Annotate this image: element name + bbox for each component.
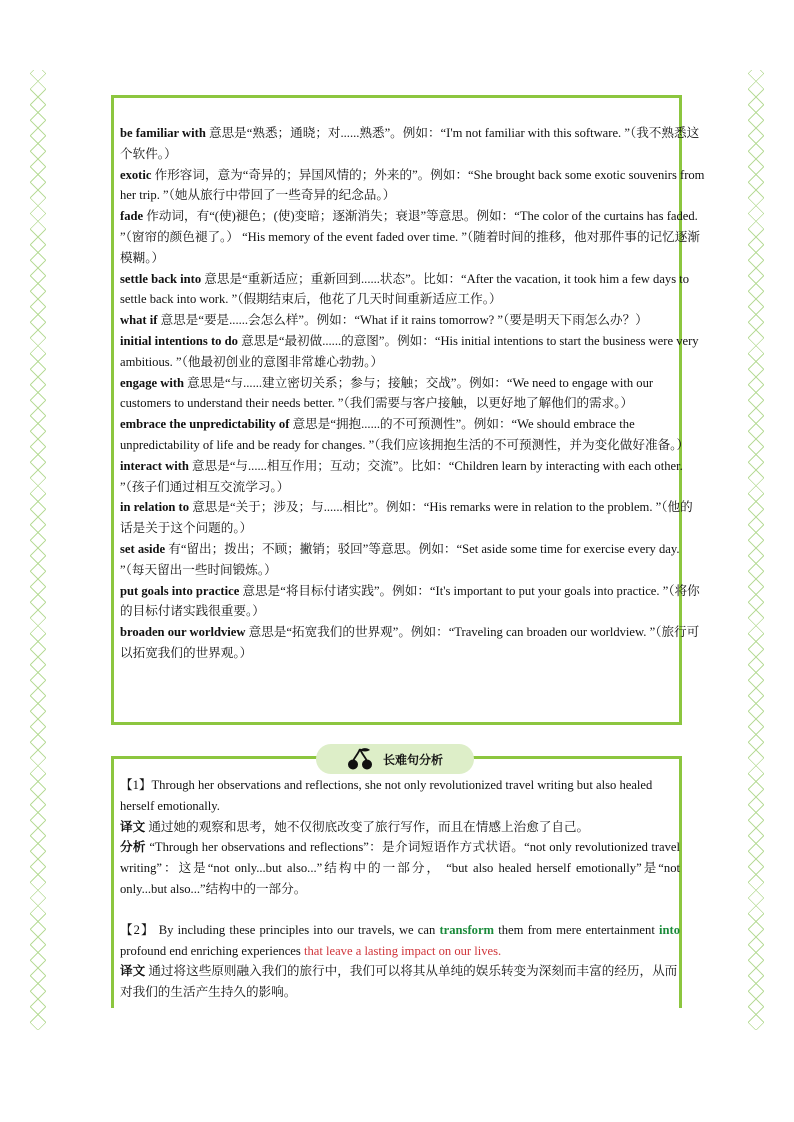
vocab-term: exotic (120, 167, 152, 182)
vocab-entry (120, 331, 705, 373)
vocab-entry (120, 310, 705, 331)
decorative-side-border-right (748, 70, 764, 1030)
vocab-explanation: 意思是“拓宽我们的世界观”。例如：“Traveling can broaden our worldview. ”（旅行可以拓宽我们的世界观。） (120, 625, 700, 660)
vocab-explanation: 意思是“与......建立密切关系；参与；接触；交战”。例如：“We need to engage with our customers to understand their needs better. ”（我们需要与客户接触，以更好地了解他们的需求。） (120, 375, 654, 411)
vocab-explanation: 意思是“重新适应；重新回到......状态”。比如：“After the vacation, it took him a few days to settle back into work. ”（假期结束后，他花了几天时间重新适应工作。） (120, 271, 690, 307)
decorative-side-border-left (30, 70, 46, 1030)
sentence-number: 【1】 (120, 778, 152, 792)
translation-label: 译文 (120, 819, 146, 834)
vocab-explanation: 意思是“要是......会怎么样”。例如：“What if it rains tomorrow? ”（要是明天下雨怎么办？） (157, 313, 648, 328)
vocab-term: settle back into (120, 271, 202, 286)
vocab-entry (120, 539, 705, 581)
vocab-entry (120, 581, 705, 623)
vocab-term: broaden our worldview (120, 625, 246, 640)
highlight-clause: that leave a lasting impact on our lives. (303, 943, 502, 958)
vocab-term: engage with (120, 375, 185, 390)
vocab-entry (120, 206, 705, 268)
vocab-explanation: 意思是“最初做......的意图”。例如：“His initial intentions to start the business were very ambitious. ”（他最初创业的意图非常雄心勃勃。） (120, 333, 699, 369)
vocab-term: put goals into practice (120, 583, 240, 598)
analysis-label: 分析 (120, 840, 146, 855)
vocab-term: fade (120, 209, 144, 224)
section-title: 长难句分析 (382, 752, 443, 767)
vocab-entry (120, 414, 705, 456)
sentence-text-part: them from mere entertainment (494, 922, 659, 937)
vocab-entry (120, 497, 705, 539)
translation-2 (120, 961, 680, 1003)
vocab-entry (120, 373, 705, 415)
vocab-term: embrace the unpredictability of (120, 417, 290, 432)
vocab-term: what if (120, 313, 158, 328)
translation-text: 通过她的观察和思考，她不仅彻底改变了旅行写作，而且在情感上治愈了自己。 (145, 819, 590, 834)
section-header-tab (316, 744, 474, 774)
vocab-entry (120, 622, 705, 664)
sentence-1 (120, 775, 680, 817)
sentence-number: 【2】 (120, 922, 155, 937)
vocab-term: in relation to (120, 500, 190, 515)
highlight-into: into (659, 922, 680, 937)
translation-1 (120, 817, 680, 838)
analysis-text: “Through her observations and reflections”：是介词短语作方式状语。“not only revolutionized travel writing”：这是“not only...but also...”结构中的一部分， “but also healed herself emotionally”是“not only...but also...”结构中的一部分。 (120, 840, 681, 896)
vocab-entry (120, 456, 705, 498)
vocab-term: interact with (120, 458, 189, 473)
vocab-entry (120, 165, 705, 207)
vocab-explanation: 意思是“将目标付诸实践”。例如：“It's important to put your goals into practice. ”（将你的目标付诸实践很重要。） (120, 583, 700, 619)
sentence-analysis-content (120, 775, 680, 1003)
vocab-term: initial intentions to do (120, 333, 238, 348)
sentence-text-part: profound end enriching experiences (120, 943, 304, 958)
vocab-explanation: 意思是“熟悉；通晓；对......熟悉”。例如：“I'm not familiar with this software. ”（我不熟悉这个软件。） (120, 126, 700, 161)
vocab-term: set aside (120, 541, 166, 556)
translation-text: 通过将这些原则融入我们的旅行中，我们可以将其从单纯的娱乐转变为深刻而丰富的经历，从而对我们的生活产生持久的影响。 (120, 964, 678, 1000)
vocab-entry (120, 269, 705, 311)
vocab-explanation: 意思是“拥抱......的不可预测性”。例如：“We should embrace the unpredictability of life and be ready for changes. ”（我们应该拥抱生活的不可预测性，并为变化做好准备。） (120, 417, 690, 452)
vocabulary-list (120, 123, 705, 664)
analysis-1 (120, 837, 680, 899)
translation-label: 译文 (120, 964, 146, 979)
sentence-text: Through her observations and reflections, she not only revolutionized travel writing but also healed herself emotionally. (120, 778, 653, 813)
highlight-transform: transform (439, 922, 495, 937)
vocab-term: be familiar with (120, 126, 206, 140)
sentence-text-part: By including these principles into our travels, we can (154, 922, 440, 937)
vocab-explanation: 作动词，有“(使)褪色；(使)变暗；逐渐消失；衰退”等意思。例如：“The color of the curtains has faded. ”（窗帘的颜色褪了。） “His memory of the event faded over time. ”（随着时间的推移，他对那件事的记忆逐渐模糊。） (120, 209, 700, 265)
vocab-explanation: 有“留出；拨出；不顾；撇销；驳回”等意思。例如：“Set aside some time for exercise every day. ”（每天留出一些时间锻炼。） (120, 541, 680, 577)
vocab-explanation: 意思是“关于；涉及；与......相比”。例如：“His remarks were in relation to the problem. ”（他的话是关于这个问题的。） (120, 500, 693, 536)
vocab-explanation: 意思是“与......相互作用；互动；交流”。比如：“Children learn by interacting with each other. ”（孩子们通过相互交流学习。） (120, 458, 683, 494)
vocab-explanation: 作形容词，意为“奇异的；异国风情的；外来的”。例如：“She brought back some exotic souvenirs from her trip. ”（她从旅行中带回了一些奇异的纪念品。） (120, 167, 705, 203)
spacer (120, 900, 680, 920)
sentence-2 (120, 920, 680, 962)
cherry-icon (347, 747, 373, 771)
vocab-entry (120, 123, 705, 165)
